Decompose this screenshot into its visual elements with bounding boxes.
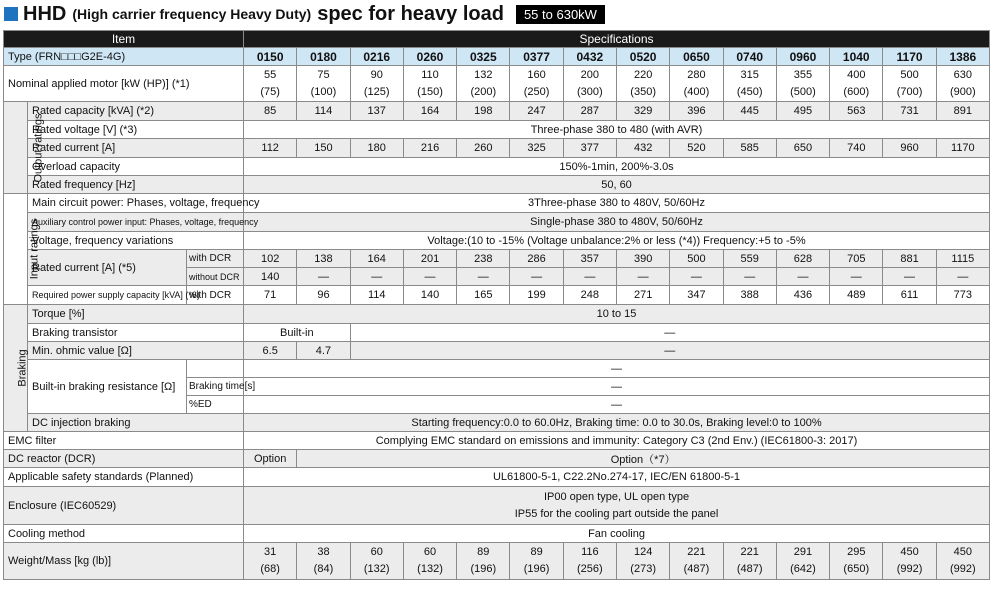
value-cell: 0377 [510,48,563,66]
value-cell: 773 [936,286,989,305]
value-cell: 50, 60 [244,176,990,194]
value-cell: 260 [457,139,510,158]
value-cell: 3Three-phase 380 to 480V, 50/60Hz [244,194,990,213]
kw-value: 315 [740,68,759,81]
hp-value: (350) [630,85,656,98]
kg-value: 124 [633,546,653,558]
value-cell: 740 [830,139,883,158]
value-cell: 325 [510,139,563,158]
row-label: Min. ohmic value [Ω] [28,342,244,360]
kw-value: 132 [474,68,493,81]
hp-value: (75) [260,85,280,98]
value-cell: 611 [883,286,936,305]
value-cell: 6.5 [244,342,297,360]
value-cell: 390 [617,250,670,268]
heading-subtitle: (High carrier frequency Heavy Duty) [72,6,312,22]
lb-value: (992) [896,563,923,575]
value-cell: 1040 [830,48,883,66]
value-cell: 520 [670,139,723,158]
value-cell: 0180 [297,48,350,66]
value-cell: Option（*7） [297,450,990,468]
value-cell: 495 [776,102,829,121]
value-cell [244,487,990,525]
value-cell: 0260 [403,48,456,66]
kw-value: 500 [900,68,919,81]
row-label: Rated current [A] [28,139,244,158]
value-cell: 1115 [936,250,989,268]
sub-label: with DCR [187,286,244,305]
row-label: Braking transistor [28,324,244,342]
table-row [4,342,990,360]
table-row [4,213,990,232]
power-range-badge: 55 to 630kW [516,5,605,24]
table-row [4,121,990,139]
heading-main: spec for heavy load [317,2,504,25]
table-row [4,468,990,487]
value-cell: 585 [723,139,776,158]
row-label: DC reactor (DCR) [4,450,244,468]
group-label: Output ratings [32,112,45,183]
value-cell [883,543,936,580]
value-cell: 140 [244,268,297,286]
value-cell: 0960 [776,48,829,66]
row-label: Cooling method [4,525,244,543]
value-cell [563,66,616,102]
value-cell [350,543,403,580]
value-cell: 960 [883,139,936,158]
hp-value: (250) [523,85,550,98]
row-label: Rated capacity [kVA] (*2) [28,102,244,121]
input-ratings-group [4,194,41,305]
value-cell: 347 [670,286,723,305]
lb-value: (84) [313,563,334,575]
kw-value: 75 [317,68,330,81]
kw-value: 355 [793,68,813,81]
table-row [4,158,990,176]
table-row [4,250,990,268]
heading-hhd: HHD [23,2,67,25]
hp-value: (200) [470,85,497,98]
value-cell: — [670,268,723,286]
value-cell: 329 [617,102,670,121]
lb-value: (487) [683,563,710,575]
kg-value: 60 [423,546,437,558]
value-cell: 1170 [883,48,936,66]
value-cell: — [936,268,989,286]
row-label: Rated current [A] (*5) [28,250,187,286]
row-label: Auxiliary control power input: Phases, voltage, frequency [28,213,244,232]
value-cell [510,66,563,102]
table-row [4,232,990,250]
kw-value: 110 [421,68,439,81]
value-cell [883,66,936,102]
value-cell: — [563,268,616,286]
kg-value: 38 [317,546,330,558]
value-cell: — [457,268,510,286]
kw-value: 90 [370,68,383,81]
table-row [4,286,990,305]
value-cell: 286 [510,250,563,268]
value-cell: — [830,268,883,286]
value-cell: 85 [244,102,297,121]
value-cell: 271 [617,286,670,305]
table-row [4,48,990,66]
value-cell: — [350,268,403,286]
kg-value: 31 [264,546,277,558]
kw-value: 200 [580,68,600,81]
value-cell: 137 [350,102,403,121]
empty-cell [187,360,244,378]
hp-value: (100) [310,85,337,98]
output-ratings-group [4,102,45,194]
row-label: DC injection braking [28,414,244,432]
row-label: Applicable safety standards (Planned) [4,468,244,487]
value-cell: 150%-1min, 200%-3.0s [244,158,990,176]
lb-value: (68) [260,563,280,575]
row-label: Required power supply capacity [kVA] (*6) [28,286,187,305]
value-cell: Built-in [244,324,351,342]
value-cell: — [883,268,936,286]
kg-value: 221 [687,546,706,558]
lb-value: (992) [950,563,976,575]
row-label: EMC filter [4,432,244,450]
lb-value: (196) [470,563,497,575]
value-cell: Option [244,450,297,468]
hp-value: (400) [683,85,710,98]
table-row [4,487,990,525]
hp-value: (300) [577,85,603,98]
value-cell: 0650 [670,48,723,66]
value-cell [244,543,297,580]
row-label: Voltage, frequency variations [28,232,244,250]
kg-value: 221 [740,546,759,558]
kw-value: 160 [527,68,546,81]
value-cell: — [244,378,990,396]
kg-value: 450 [953,546,973,558]
value-cell: — [723,268,776,286]
value-cell: 1386 [936,48,989,66]
row-label: Rated frequency [Hz] [28,176,244,194]
value-cell [936,543,989,580]
value-cell: 164 [350,250,403,268]
value-cell [830,543,883,580]
value-cell: 0432 [563,48,616,66]
value-cell: 731 [883,102,936,121]
hp-value: (125) [363,85,390,98]
value-cell: 247 [510,102,563,121]
hp-value: (450) [736,85,763,98]
value-cell: 180 [350,139,403,158]
kg-value: 450 [900,546,919,558]
kg-value: 89 [477,546,490,558]
table-row [4,139,990,158]
hp-value: (700) [896,85,923,98]
row-label: Overload capacity [28,158,244,176]
value-cell: 199 [510,286,563,305]
kg-value: 116 [581,546,599,558]
table-row [4,543,990,580]
value-cell: — [510,268,563,286]
value-cell [297,66,350,102]
value-cell: 4.7 [297,342,350,360]
lb-value: (196) [523,563,550,575]
kw-value: 55 [264,68,277,81]
row-label: Rated voltage [V] (*3) [28,121,244,139]
value-cell: 102 [244,250,297,268]
value-cell [723,66,776,102]
value-cell: Starting frequency:0.0 to 60.0Hz, Braking time: 0.0 to 30.0s, Braking level:0 to 100% [244,414,990,432]
table-row [4,66,990,102]
sub-label: Braking time[s] [187,378,244,396]
header-specs: Specifications [244,31,990,48]
value-cell: 436 [776,286,829,305]
value-cell: Complying EMC standard on emissions and immunity: Category C3 (2nd Env.) (IEC61800-3: 2017) [244,432,990,450]
lb-value: (650) [843,563,870,575]
group-label: Braking [16,349,29,387]
lb-value: (132) [417,563,443,575]
value-cell: 500 [670,250,723,268]
value-cell: 559 [723,250,776,268]
value-cell: — [297,268,350,286]
value-cell: Voltage:(10 to -15% (Voltage unbalance:2% or less (*4)) Frequency:+5 to -5% [244,232,990,250]
value-cell: 164 [403,102,456,121]
value-cell: 0150 [244,48,297,66]
value-cell: — [617,268,670,286]
value-cell [776,543,829,580]
table-row [4,194,990,213]
kw-value: 280 [687,68,706,81]
row-label: Weight/Mass [kg (lb)] [4,543,244,580]
value-cell: 881 [883,250,936,268]
value-cell: 198 [457,102,510,121]
value-cell: — [403,268,456,286]
value-cell: 216 [403,139,456,158]
value-cell: 96 [297,286,350,305]
value-cell [457,543,510,580]
table-row [4,102,990,121]
value-cell: 563 [830,102,883,121]
kg-value: 295 [847,546,866,558]
kw-value: 220 [633,68,653,81]
value-cell: 388 [723,286,776,305]
value-cell: 432 [617,139,670,158]
braking-group [4,305,28,432]
value-cell [297,543,350,580]
value-cell: 238 [457,250,510,268]
table-row [4,525,990,543]
sub-label: with DCR [187,250,244,268]
value-cell: 248 [563,286,616,305]
value-cell: 628 [776,250,829,268]
kg-value: 291 [793,546,813,558]
value-cell [403,66,456,102]
lb-value: (642) [790,563,816,575]
value-cell: — [350,342,989,360]
value-cell: 0520 [617,48,670,66]
row-label: Torque [%] [28,305,244,324]
table-row [4,414,990,432]
header-item: Item [4,31,244,48]
hp-value: (900) [950,85,976,98]
table-row [4,305,990,324]
value-cell: 891 [936,102,989,121]
value-cell: UL61800-5-1, C22.2No.274-17, IEC/EN 61800-5-1 [244,468,990,487]
type-label: Type (FRN□□□G2E-4G) [4,48,244,66]
value-cell: 357 [563,250,616,268]
value-cell: 112 [244,139,297,158]
enclosure-line: IP55 for the cooling part outside the panel [514,507,719,520]
value-cell [350,66,403,102]
value-cell [670,66,723,102]
page-heading [4,2,605,26]
sub-label: %ED [187,396,244,414]
table-row [4,432,990,450]
kw-value: 630 [953,68,973,81]
value-cell: — [350,324,989,342]
value-cell [403,543,456,580]
row-label: Enclosure (IEC60529) [4,487,244,525]
value-cell [244,66,297,102]
sub-label: without DCR [187,268,244,286]
value-cell: 489 [830,286,883,305]
value-cell: 138 [297,250,350,268]
hp-value: (500) [790,85,816,98]
spec-table [3,30,990,580]
lb-value: (256) [577,563,603,575]
value-cell: 71 [244,286,297,305]
value-cell [563,543,616,580]
value-cell: 140 [403,286,456,305]
value-cell [936,66,989,102]
value-cell [776,66,829,102]
row-label: Built-in braking resistance [Ω] [28,360,187,414]
value-cell: Single-phase 380 to 480V, 50/60Hz [244,213,990,232]
table-row [4,176,990,194]
value-cell: 377 [563,139,616,158]
value-cell [830,66,883,102]
kg-value: 60 [370,546,383,558]
value-cell: 0216 [350,48,403,66]
heading-square-icon [4,7,18,21]
kg-value: 89 [530,546,543,558]
row-label: Main circuit power: Phases, voltage, frequency [28,194,244,213]
value-cell [457,66,510,102]
lb-value: (273) [630,563,656,575]
value-cell: — [776,268,829,286]
hp-value: (150) [417,85,443,98]
value-cell [670,543,723,580]
enclosure-line: IP00 open type, UL open type [543,490,690,503]
value-cell: 396 [670,102,723,121]
value-cell: 0740 [723,48,776,66]
value-cell: 0325 [457,48,510,66]
value-cell: 1170 [936,139,989,158]
value-cell: Fan cooling [244,525,990,543]
value-cell: 445 [723,102,776,121]
value-cell: 10 to 15 [244,305,990,324]
value-cell: — [244,396,990,414]
value-cell: 114 [350,286,403,305]
row-label: Nominal applied motor [kW (HP)] (*1) [4,66,244,102]
lb-value: (487) [736,563,763,575]
value-cell [510,543,563,580]
value-cell: 287 [563,102,616,121]
table-row [4,324,990,342]
value-cell: 150 [297,139,350,158]
value-cell [617,66,670,102]
value-cell: Three-phase 380 to 480 (with AVR) [244,121,990,139]
group-label: Input ratings [28,218,41,280]
hp-value: (600) [843,85,870,98]
value-cell: — [244,360,990,378]
lb-value: (132) [363,563,390,575]
value-cell [617,543,670,580]
table-row [4,450,990,468]
value-cell: 201 [403,250,456,268]
value-cell: 114 [297,102,350,121]
table-row [4,31,990,48]
table-row [4,360,990,378]
value-cell: 650 [776,139,829,158]
value-cell: 705 [830,250,883,268]
value-cell: 165 [457,286,510,305]
value-cell [723,543,776,580]
kw-value: 400 [847,68,866,81]
